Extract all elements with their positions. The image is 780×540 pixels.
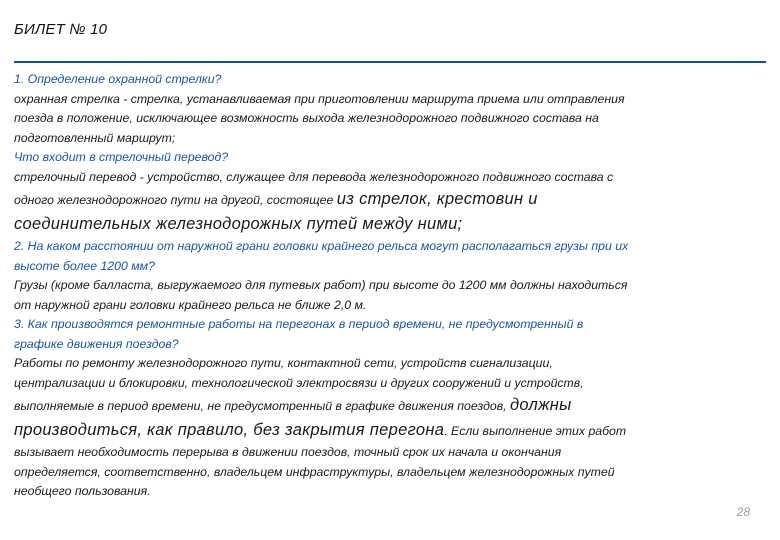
answer-3-line-7: необщего пользования. [14, 484, 151, 498]
title-divider [14, 61, 766, 63]
question-1b: Что входит в стрелочный перевод? [14, 150, 229, 164]
answer-3-line-4-text: . Если выполнение этих работ [444, 424, 627, 438]
answer-1b-line-2-text: одного железнодорожного пути на другой, состоящее [14, 193, 337, 207]
answer-1a-line-1: охранная стрелка - стрелка, устанавливаемая при приготовлении маршрута приема или отправления [14, 91, 625, 106]
answer-1b-line-1: стрелочный перевод - устройство, служащее для перевода железнодорожного подвижного состава с [14, 169, 614, 184]
ticket-content [14, 70, 766, 502]
answer-3-line-5: вызывает необходимость перерыва в движении поездов, точный срок их начала и окончания [14, 445, 562, 459]
answer-3-line-3-text: выполняемые в период времени, не предусмотренный в графике движения поездов, [14, 399, 510, 413]
answer-2-line-1: Грузы (кроме балласта, выгружаемого для путевых работ) при высоте до 1200 мм должны находиться [14, 278, 628, 292]
answer-3-line-3 [14, 393, 766, 418]
answer-1b-line-2-emphasis: из стрелок, крестовин и [336, 190, 538, 208]
slide-title: БИЛЕТ № 10 [14, 21, 108, 38]
answer-3-line-6: определяется, соответственно, владельцем инфраструктуры, владельцем железнодорожных путей [14, 464, 615, 479]
question-1: 1. Определение охранной стрелки? [14, 72, 222, 86]
answer-3-line-1: Работы по ремонту железнодорожного пути, контактной сети, устройств сигнализации, [14, 356, 553, 370]
question-3-line-2: графике движения поездов? [14, 336, 179, 351]
answer-1a-line-3: подготовленный маршрут; [14, 130, 176, 145]
answer-3-line-4 [14, 418, 766, 443]
answer-1a-line-2: поезда в положение, исключающее возможность выхода железнодорожного подвижного состава на [14, 111, 599, 125]
answer-1b-line-3-emphasis: соединительных железнодорожных путей между ними; [14, 215, 463, 233]
question-2-line-1: 2. На каком расстоянии от наружной грани головки крайнего рельса могут располагаться грузы при их [14, 239, 629, 253]
answer-2-line-2: от наружной грани головки крайнего рельса не ближе 2,0 м. [14, 297, 367, 312]
answer-1b-line-2 [14, 187, 766, 212]
answer-3-line-2: централизации и блокировки, технологической электросвязи и других сооружений и устройств, [14, 375, 584, 390]
answer-3-line-4-emphasis: производиться, как правило, без закрытия перегона [14, 421, 445, 439]
page-number: 28 [736, 505, 750, 519]
answer-1b-line-3 [14, 212, 766, 237]
question-3-line-1: 3. Как производятся ремонтные работы на перегонах в период времени, не предусмотренный в [14, 317, 584, 331]
question-2-line-2: высоте более 1200 мм? [14, 258, 155, 273]
answer-3-line-3-emphasis: должны [510, 396, 572, 414]
